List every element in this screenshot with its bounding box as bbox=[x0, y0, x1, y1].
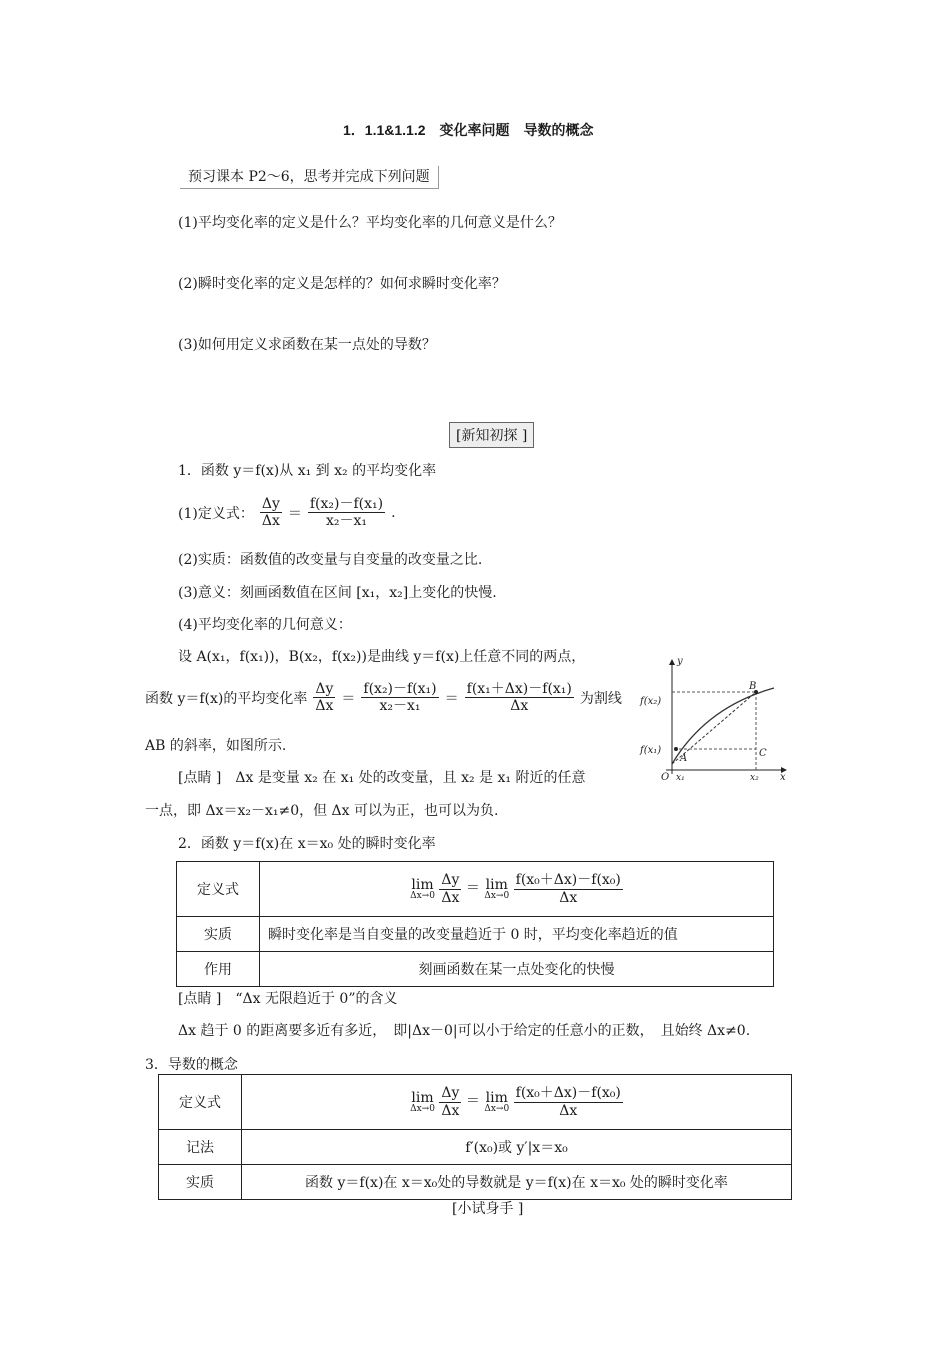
secant-line-graph bbox=[636, 652, 796, 782]
lim-text: lim bbox=[411, 876, 434, 893]
point-c-label: C bbox=[759, 748, 767, 759]
item2-tip-line1: [点睛 ] “Δx 无限趋近于 0”的含义 bbox=[178, 991, 398, 1007]
frac-num: Δy bbox=[441, 1085, 460, 1102]
lim-sub: Δx→0 bbox=[484, 890, 510, 901]
x-axis-label: x bbox=[780, 772, 786, 782]
item1-heading: 1．函数 y＝f(x)从 x₁ 到 x₂ 的平均变化率 bbox=[178, 463, 437, 479]
derivative-table bbox=[158, 1074, 792, 1200]
question-2: (2)瞬时变化率的定义是怎样的？如何求瞬时变化率？ bbox=[178, 276, 506, 292]
row-value: f′(x₀)或 y′|x＝x₀ bbox=[242, 1130, 792, 1165]
period: . bbox=[391, 504, 396, 521]
frac-den: Δx bbox=[559, 889, 578, 906]
point-a bbox=[674, 747, 678, 751]
geo-line2-suffix: 为割线 bbox=[579, 690, 622, 707]
lim-text: lim bbox=[485, 876, 508, 893]
lim-expr bbox=[410, 1091, 435, 1114]
lim-expr bbox=[484, 878, 509, 901]
frac-num: f(x₀＋Δx)－f(x₀) bbox=[515, 1085, 621, 1102]
question-3: (3)如何用定义求函数在某一点处的导数？ bbox=[178, 337, 436, 353]
section-title-try: [小试身手 ] bbox=[452, 1201, 524, 1217]
lim-sub: Δx→0 bbox=[410, 890, 435, 901]
row-value: 刻画函数在某一点处变化的快慢 bbox=[260, 952, 774, 987]
item1-geo-line2 bbox=[145, 681, 622, 714]
item1-definition bbox=[178, 496, 396, 529]
lim-expr bbox=[484, 1091, 509, 1114]
geo-f1-den: Δx bbox=[315, 698, 334, 715]
geo-line2-prefix: 函数 y＝f(x)的平均变化率 bbox=[145, 690, 308, 707]
lim-sub: Δx→0 bbox=[484, 1103, 510, 1114]
row-key: 作用 bbox=[177, 952, 260, 987]
frac-den: Δx bbox=[441, 889, 460, 906]
item1-tip-line2: 一点，即 Δx＝x₂－x₁≠0，但 Δx 可以为正，也可以为负. bbox=[145, 803, 499, 819]
item1-essence: (2)实质：函数值的改变量与自变量的改变量之比. bbox=[178, 552, 483, 568]
fraction bbox=[514, 1085, 623, 1118]
def-rhs-num: f(x₂)－f(x₁) bbox=[309, 496, 384, 512]
equals-sign: ＝ bbox=[341, 690, 356, 707]
item1-geo-line1: 设 A(x₁，f(x₁))，B(x₂，f(x₂))是曲线 y＝f(x)上任意不同的两点， bbox=[178, 649, 586, 665]
item2-tip-line2: Δx 趋于 0 的距离要多近有多近， 即|Δx－0|可以小于给定的任意小的正数， 且始终 Δx≠0. bbox=[178, 1023, 751, 1039]
fraction bbox=[439, 872, 461, 905]
x2-label: x₂ bbox=[750, 773, 759, 782]
def-lhs-num: Δy bbox=[261, 496, 280, 512]
frac-den: Δx bbox=[559, 1102, 578, 1119]
row-key: 定义式 bbox=[159, 1075, 242, 1130]
lim-text: lim bbox=[485, 1089, 508, 1106]
table-row bbox=[159, 1165, 792, 1200]
row-value bbox=[242, 1075, 792, 1130]
lim-expr bbox=[410, 878, 435, 901]
item1-meaning: (3)意义：刻画函数值在区间 [x₁，x₂]上变化的快慢. bbox=[178, 585, 497, 601]
fraction bbox=[439, 1085, 461, 1118]
geo-f2-num: f(x₂)－f(x₁) bbox=[363, 681, 437, 697]
item1-geo-line3: AB 的斜率，如图所示. bbox=[145, 738, 287, 754]
lim-text: lim bbox=[411, 1089, 434, 1106]
table-row bbox=[177, 917, 774, 952]
equals-sign: ＝ bbox=[465, 1094, 480, 1110]
item2-heading: 2．函数 y＝f(x)在 x＝x₀ 处的瞬时变化率 bbox=[178, 836, 436, 852]
fx1-label: f(x₁) bbox=[640, 745, 662, 756]
row-value: 函数 y＝f(x)在 x＝x₀处的导数就是 y＝f(x)在 x＝x₀ 处的瞬时变化率 bbox=[242, 1165, 792, 1200]
row-key: 实质 bbox=[177, 917, 260, 952]
point-b-label: B bbox=[749, 681, 757, 692]
lim-sub: Δx→0 bbox=[410, 1103, 435, 1114]
table-row bbox=[177, 952, 774, 987]
def-lhs-den: Δx bbox=[261, 513, 280, 530]
page-title: 1．1.1&1.1.2 变化率问题 导数的概念 bbox=[343, 122, 594, 138]
equals-sign: ＝ bbox=[444, 690, 459, 707]
section-title-new-knowledge: [新知初探 ] bbox=[449, 422, 534, 448]
def-rhs-den: x₂－x₁ bbox=[325, 513, 367, 530]
frac-den: Δx bbox=[441, 1102, 460, 1119]
item1-tip-line1: [点睛 ] Δx 是变量 x₂ 在 x₁ 处的改变量，且 x₂ 是 x₁ 附近的任意 bbox=[178, 770, 586, 786]
row-value: 瞬时变化率是当自变量的改变量趋近于 0 时，平均变化率趋近的值 bbox=[260, 917, 774, 952]
equals-sign: ＝ bbox=[287, 505, 302, 522]
fraction bbox=[514, 872, 623, 905]
def-lhs-fraction bbox=[260, 496, 282, 529]
row-value bbox=[260, 862, 774, 917]
row-key: 实质 bbox=[159, 1165, 242, 1200]
x1-label: x₁ bbox=[676, 773, 685, 782]
row-key: 记法 bbox=[159, 1130, 242, 1165]
table-row bbox=[159, 1130, 792, 1165]
frac-num: Δy bbox=[441, 872, 460, 889]
table-row bbox=[177, 862, 774, 917]
origin-label: O bbox=[661, 772, 670, 782]
geo-fraction-3 bbox=[465, 681, 574, 714]
fx2-label: f(x₂) bbox=[640, 696, 662, 707]
point-a-label: A bbox=[680, 753, 688, 764]
geo-f1-num: Δy bbox=[315, 681, 334, 697]
preview-note: 预习课本 P2～6，思考并完成下列问题 bbox=[180, 166, 439, 189]
instant-rate-table bbox=[176, 861, 774, 987]
equals-sign: ＝ bbox=[465, 881, 480, 897]
item3-heading: 3．导数的概念 bbox=[145, 1057, 238, 1073]
geo-f3-den: Δx bbox=[510, 698, 529, 715]
table-row bbox=[159, 1075, 792, 1130]
frac-num: f(x₀＋Δx)－f(x₀) bbox=[515, 872, 621, 889]
row-key: 定义式 bbox=[177, 862, 260, 917]
y-axis-label: y bbox=[677, 656, 683, 667]
item1-geo-label: (4)平均变化率的几何意义： bbox=[178, 617, 352, 633]
def-rhs-fraction bbox=[308, 496, 385, 529]
geo-fraction-1 bbox=[313, 681, 335, 714]
def-label: (1)定义式： bbox=[178, 505, 254, 522]
geo-f3-num: f(x₁＋Δx)－f(x₁) bbox=[466, 681, 572, 697]
geo-fraction-2 bbox=[361, 681, 438, 714]
geo-f2-den: x₂－x₁ bbox=[379, 698, 421, 715]
question-1: (1)平均变化率的定义是什么？平均变化率的几何意义是什么？ bbox=[178, 215, 562, 231]
